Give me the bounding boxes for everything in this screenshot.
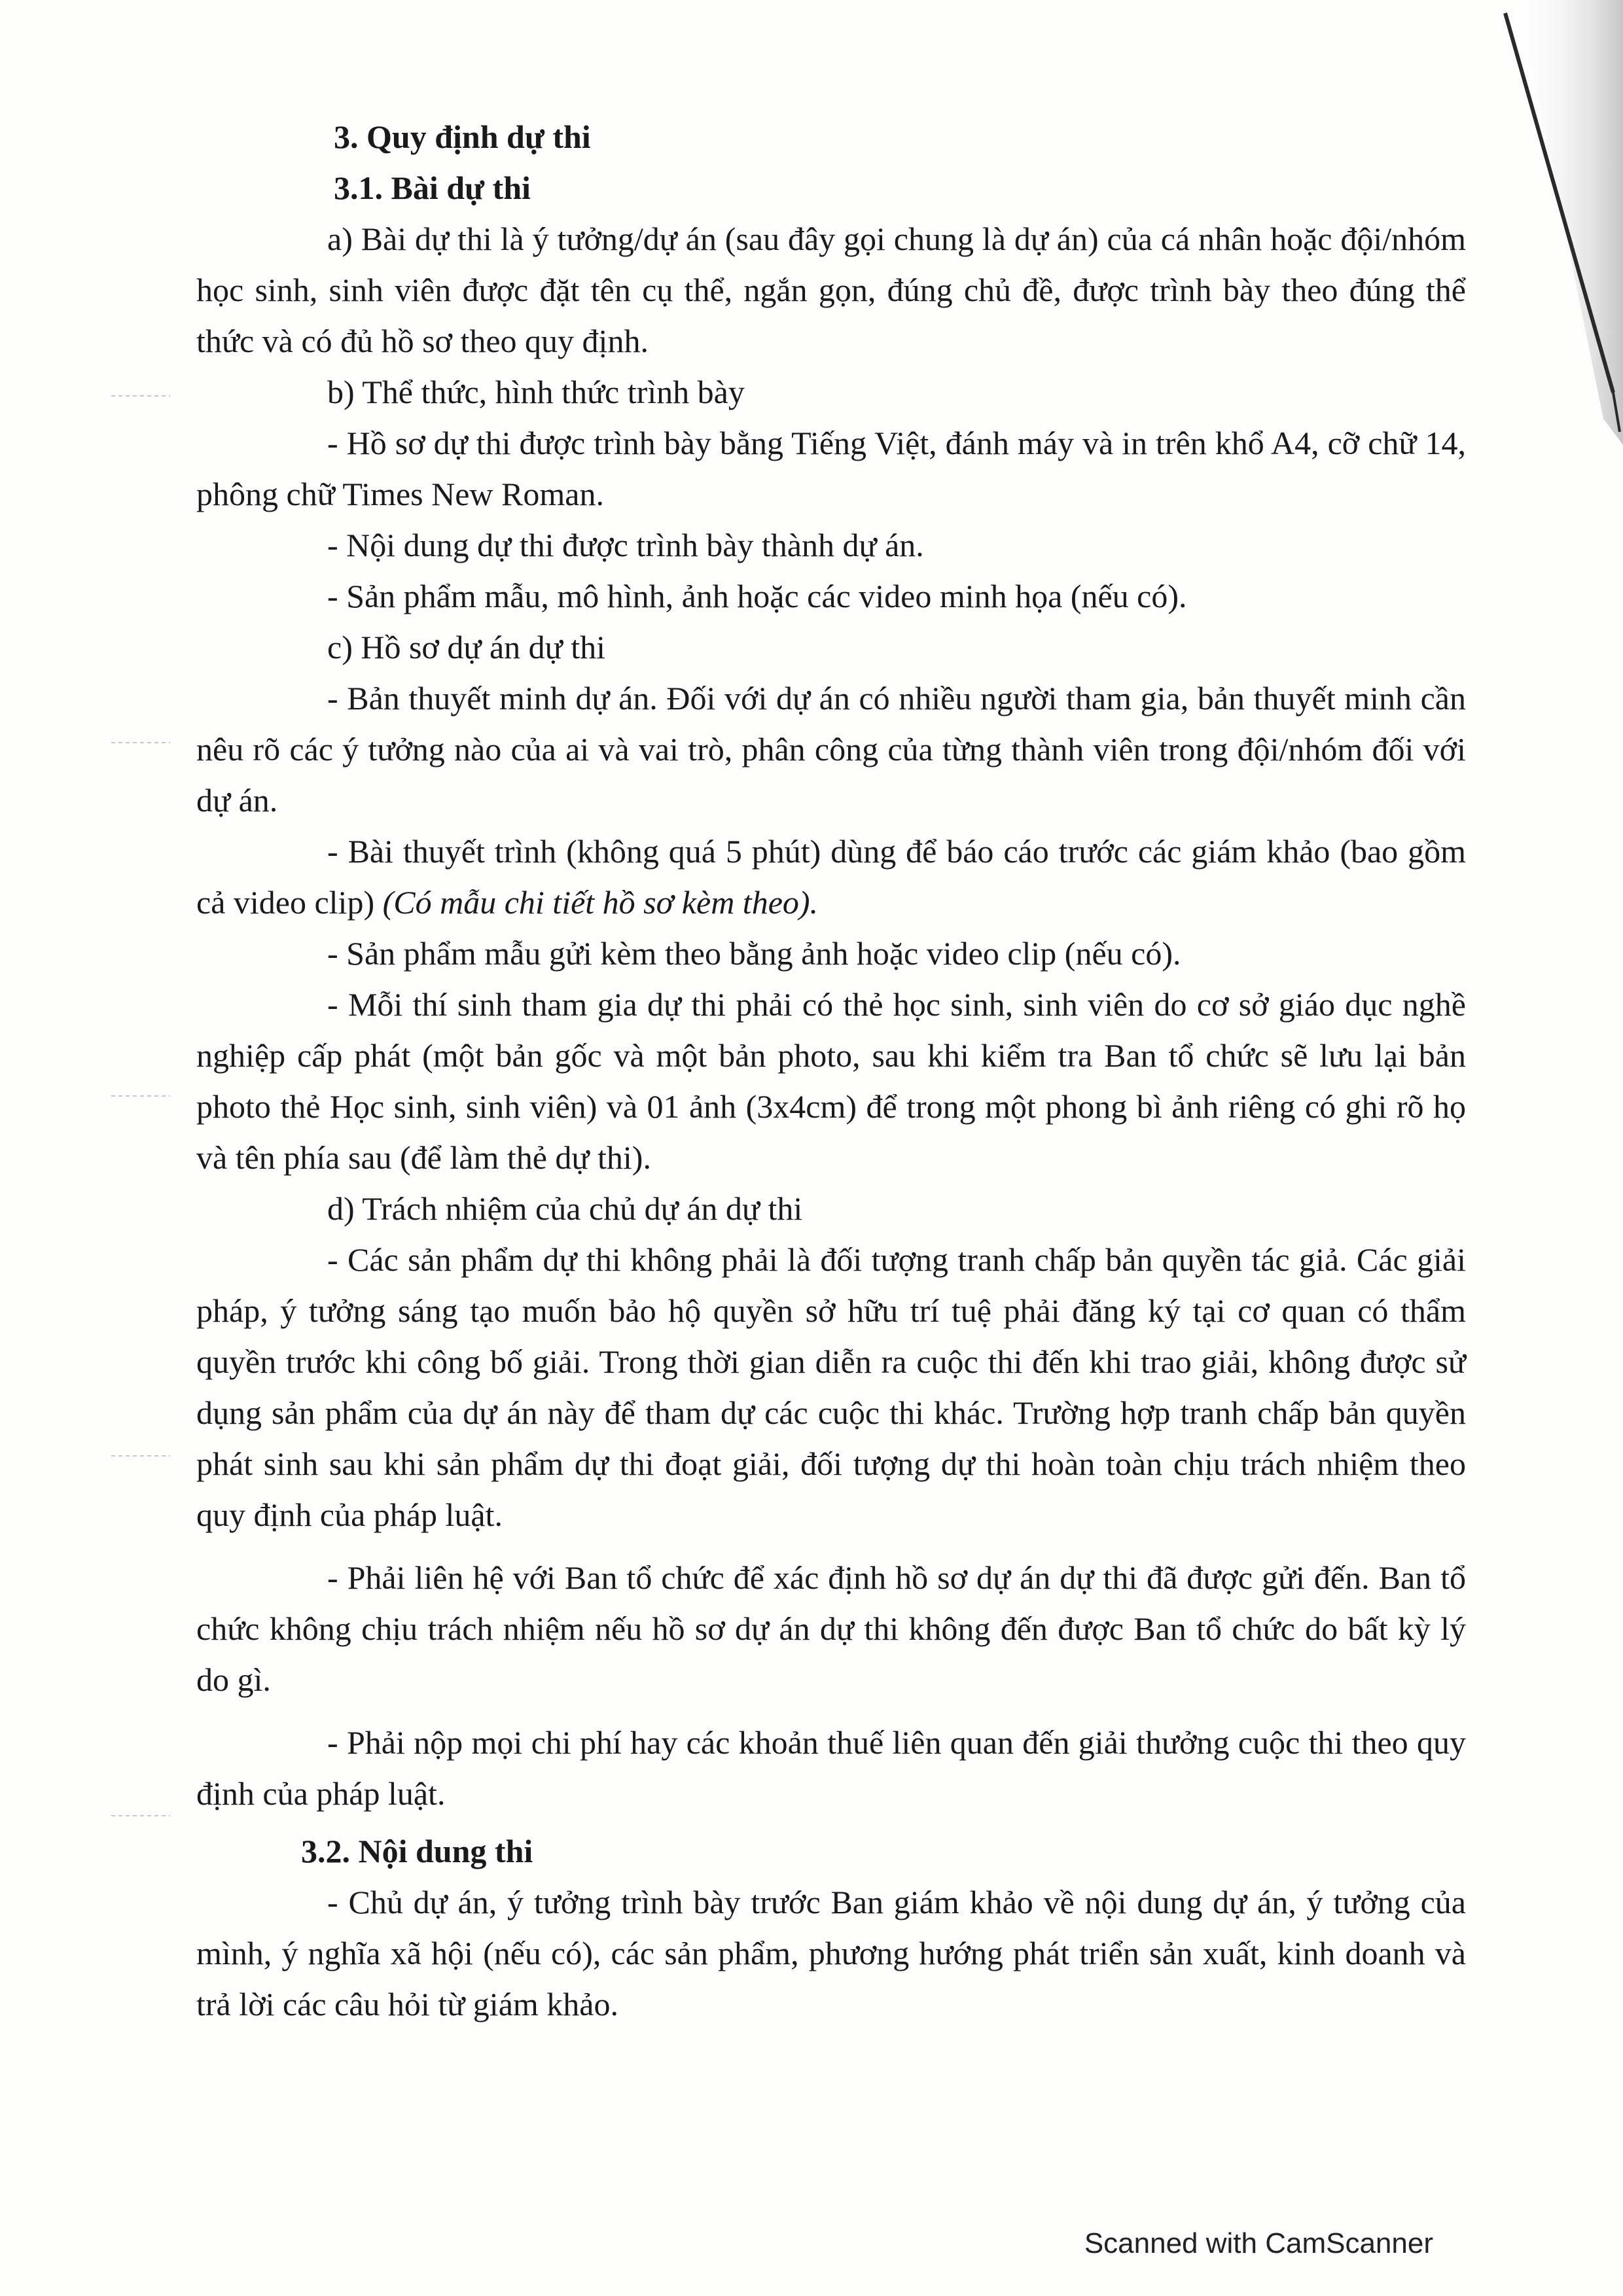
document-body xyxy=(196,111,1466,2030)
section-heading: 3. Quy định dự thi xyxy=(334,118,591,155)
paragraph-c-2-italic: (Có mẫu chi tiết hồ sơ kèm theo). xyxy=(382,884,819,921)
margin-mark xyxy=(111,1093,170,1099)
margin-mark xyxy=(111,739,170,746)
paragraph-d-1: - Các sản phẩm dự thi không phải là đối tượng tranh chấp bản quyền tác giả. Các giải pháp, ý tưởng sáng tạo muốn bảo hộ quyền sở hữu trí tuệ phải đăng ký tại cơ quan có thẩm quyền trước khi công bố giải. Trong thời gian diễn ra cuộc thi đến khi trao giải, không được sử dụng sản phẩm của dự án này để tham dự các cuộc thi khác. Trường hợp tranh chấp bản quyền phát sinh sau khi sản phẩm dự thi đoạt giải, đối tượng dự thi hoàn toàn chịu trách nhiệm theo quy định của pháp luật. xyxy=(196,1241,1466,1533)
label-b: b) Thể thức, hình thức trình bày xyxy=(327,374,745,410)
paragraph-a: a) Bài dự thi là ý tưởng/dự án (sau đây gọi chung là dự án) của cá nhân hoặc đội/nhóm học sinh, sinh viên được đặt tên cụ thể, ngắn gọn, đúng chủ đề, được trình bày theo đúng thể thức và có đủ hồ sơ theo quy định. xyxy=(196,221,1466,359)
scan-edge-shadow xyxy=(1479,0,1623,445)
margin-mark xyxy=(111,393,170,399)
paragraph-b-1: - Hồ sơ dự thi được trình bày bằng Tiếng Việt, đánh máy và in trên khổ A4, cỡ chữ 14, phông chữ Times New Roman. xyxy=(196,425,1466,512)
paragraph-d-2: - Phải liên hệ với Ban tổ chức để xác định hồ sơ dự án dự thi đã được gửi đến. Ban tổ chức không chịu trách nhiệm nếu hồ sơ dự án dự thi không đến được Ban tổ chức do bất kỳ lý do gì. xyxy=(196,1559,1466,1698)
label-d: d) Trách nhiệm của chủ dự án dự thi xyxy=(327,1190,803,1227)
paragraph-c-4: - Mỗi thí sinh tham gia dự thi phải có thẻ học sinh, sinh viên do cơ sở giáo dục nghề nghiệp cấp phát (một bản gốc và một bản photo, sau khi kiểm tra Ban tổ chức sẽ lưu lại bản photo thẻ Học sinh, sinh viên) và 01 ảnh (3x4cm) để trong một phong bì ảnh riêng có ghi rõ họ và tên phía sau (để làm thẻ dự thi). xyxy=(196,986,1466,1176)
camscanner-watermark: Scanned with CamScanner xyxy=(1084,2227,1433,2259)
paragraph-c-1: - Bản thuyết minh dự án. Đối với dự án có nhiều người tham gia, bản thuyết minh cần nêu rõ các ý tưởng nào của ai và vai trò, phân công của từng thành viên trong đội/nhóm đối với dự án. xyxy=(196,680,1466,819)
paragraph-noi-dung-1: - Chủ dự án, ý tưởng trình bày trước Ban giám khảo về nội dung dự án, ý tưởng của mình, ý nghĩa xã hội (nếu có), các sản phẩm, phương hướng phát triển sản xuất, kinh doanh và trả lời các câu hỏi từ giám khảo. xyxy=(196,1884,1466,2022)
paragraph-c-3: - Sản phẩm mẫu gửi kèm theo bằng ảnh hoặc video clip (nếu có). xyxy=(327,935,1181,972)
paragraph-d-3: - Phải nộp mọi chi phí hay các khoản thuế liên quan đến giải thưởng cuộc thi theo quy định của pháp luật. xyxy=(196,1724,1466,1812)
paragraph-c-2-text: - Bài thuyết trình (không quá 5 phút) dùng để báo cáo trước các giám khảo (bao gồm cả video clip) xyxy=(196,833,1466,921)
margin-mark xyxy=(111,1812,170,1819)
paragraph-c-2 xyxy=(196,826,1466,928)
subsection-heading-noi-dung-thi: 3.2. Nội dung thi xyxy=(301,1833,533,1869)
paragraph-b-2: - Nội dung dự thi được trình bày thành dự án. xyxy=(327,527,924,563)
subsection-heading-bai-du-thi: 3.1. Bài dự thi xyxy=(334,169,531,206)
paragraph-b-3: - Sản phẩm mẫu, mô hình, ảnh hoặc các video minh họa (nếu có). xyxy=(327,578,1187,614)
margin-mark xyxy=(111,1453,170,1459)
label-c: c) Hồ sơ dự án dự thi xyxy=(327,629,606,665)
